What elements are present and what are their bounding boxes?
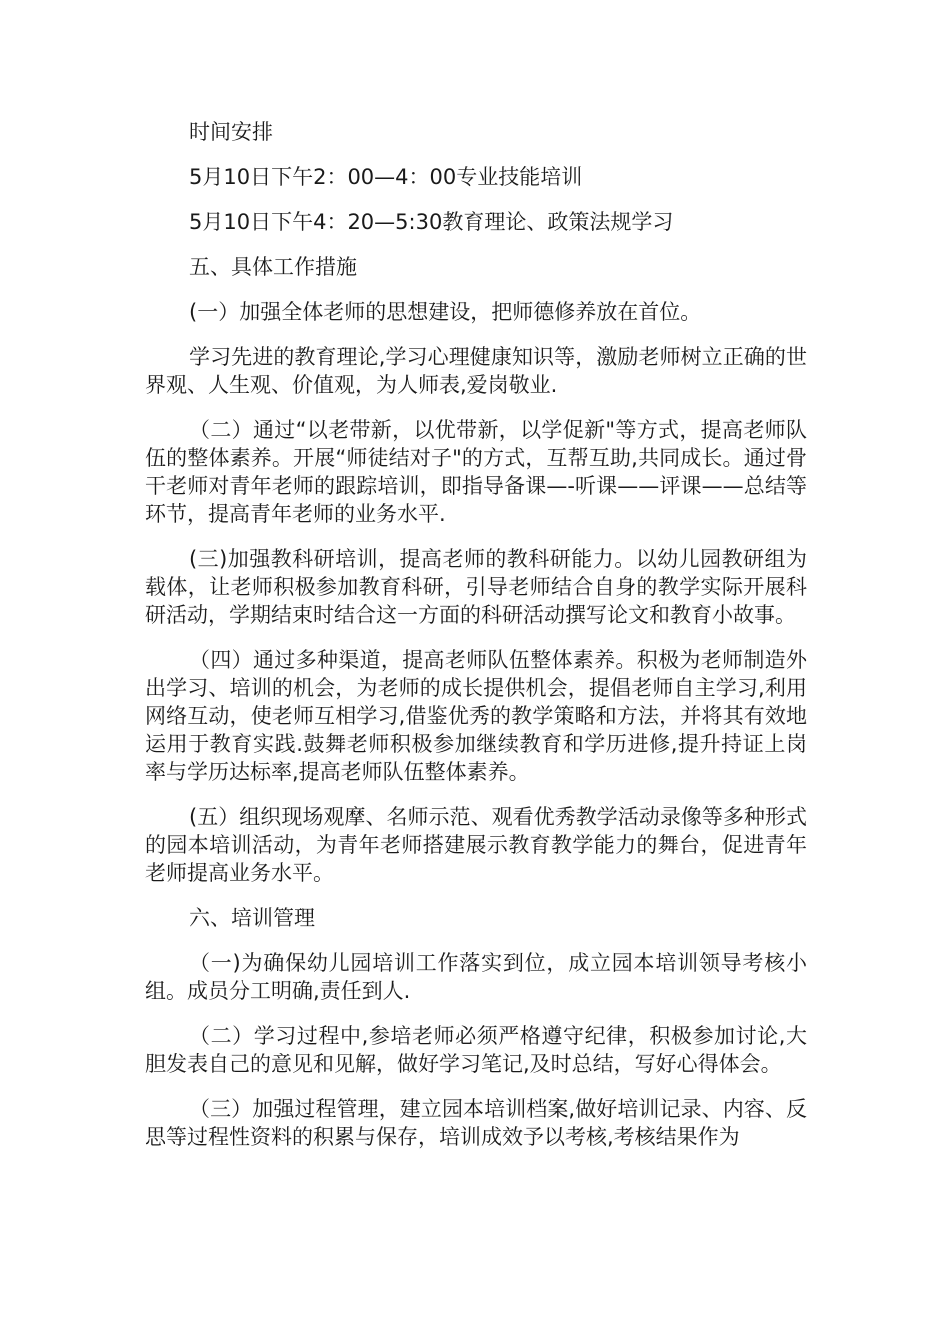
paragraph-measure-3: (三)加强教科研培训，提高老师的教科研能力。以幼儿园教研组为载体，让老师积极参加教育科研，引导老师结合自身的教学实际开展科研活动，学期结束时结合这一方面的科研活动撰写论文和教育小故事。: [145, 547, 807, 627]
paragraph-measure-1-body: 学习先进的教育理论,学习心理健康知识等，激励老师树立正确的世界观、人生观、价值观，为人师表,爱岗敬业.: [145, 345, 807, 397]
paragraph-management-3: （三）加强过程管理，建立园本培训档案,做好培训记录、内容、反思等过程性资料的积累与保存，培训成效予以考核,考核结果作为: [145, 1097, 807, 1149]
paragraph-schedule-item-2: 5月10日下午4：20—5:30教育理论、政策法规学习: [189, 210, 674, 234]
section-heading-management: 六、培训管理: [189, 906, 315, 930]
paragraph-management-2: （二）学习过程中,参培老师必须严格遵守纪律，积极参加讨论,大胆发表自己的意见和见解，做好学习笔记,及时总结，写好心得体会。: [145, 1024, 807, 1076]
paragraph-measure-1-title: (一）加强全体老师的思想建设，把师德修养放在首位。: [189, 300, 702, 324]
paragraph-management-1: （一)为确保幼儿园培训工作落实到位，成立园本培训领导考核小组。成员分工明确,责任到人.: [145, 951, 807, 1003]
paragraph-measure-5: (五）组织现场观摩、名师示范、观看优秀教学活动录像等多种形式的园本培训活动，为青年老师搭建展示教育教学能力的舞台，促进青年老师提高业务水平。: [145, 805, 807, 885]
section-heading-measures: 五、具体工作措施: [189, 255, 357, 279]
paragraph-measure-2: （二）通过“以老带新，以优带新，以学促新"等方式，提高老师队伍的整体素养。开展“师徒结对子"的方式，互帮互助,共同成长。通过骨干老师对青年老师的跟踪培训，即指导备课—-听课——评课——总结等环节，提高青年老师的业务水平.: [145, 418, 807, 526]
document-body: [145, 118, 807, 1168]
paragraph-schedule-heading: 时间安排: [189, 120, 273, 144]
paragraph-schedule-item-1: 5月10日下午2：00—4：00专业技能培训: [189, 165, 583, 189]
paragraph-measure-4: （四）通过多种渠道，提高老师队伍整体素养。积极为老师制造外出学习、培训的机会，为老师的成长提供机会，提倡老师自主学习,利用网络互动，使老师互相学习,借鉴优秀的教学策略和方法，并将其有效地运用于教育实践.鼓舞老师积极参加继续教育和学历进修,提升持证上岗率与学历达标率,提高老师队伍整体素养。: [145, 648, 807, 784]
